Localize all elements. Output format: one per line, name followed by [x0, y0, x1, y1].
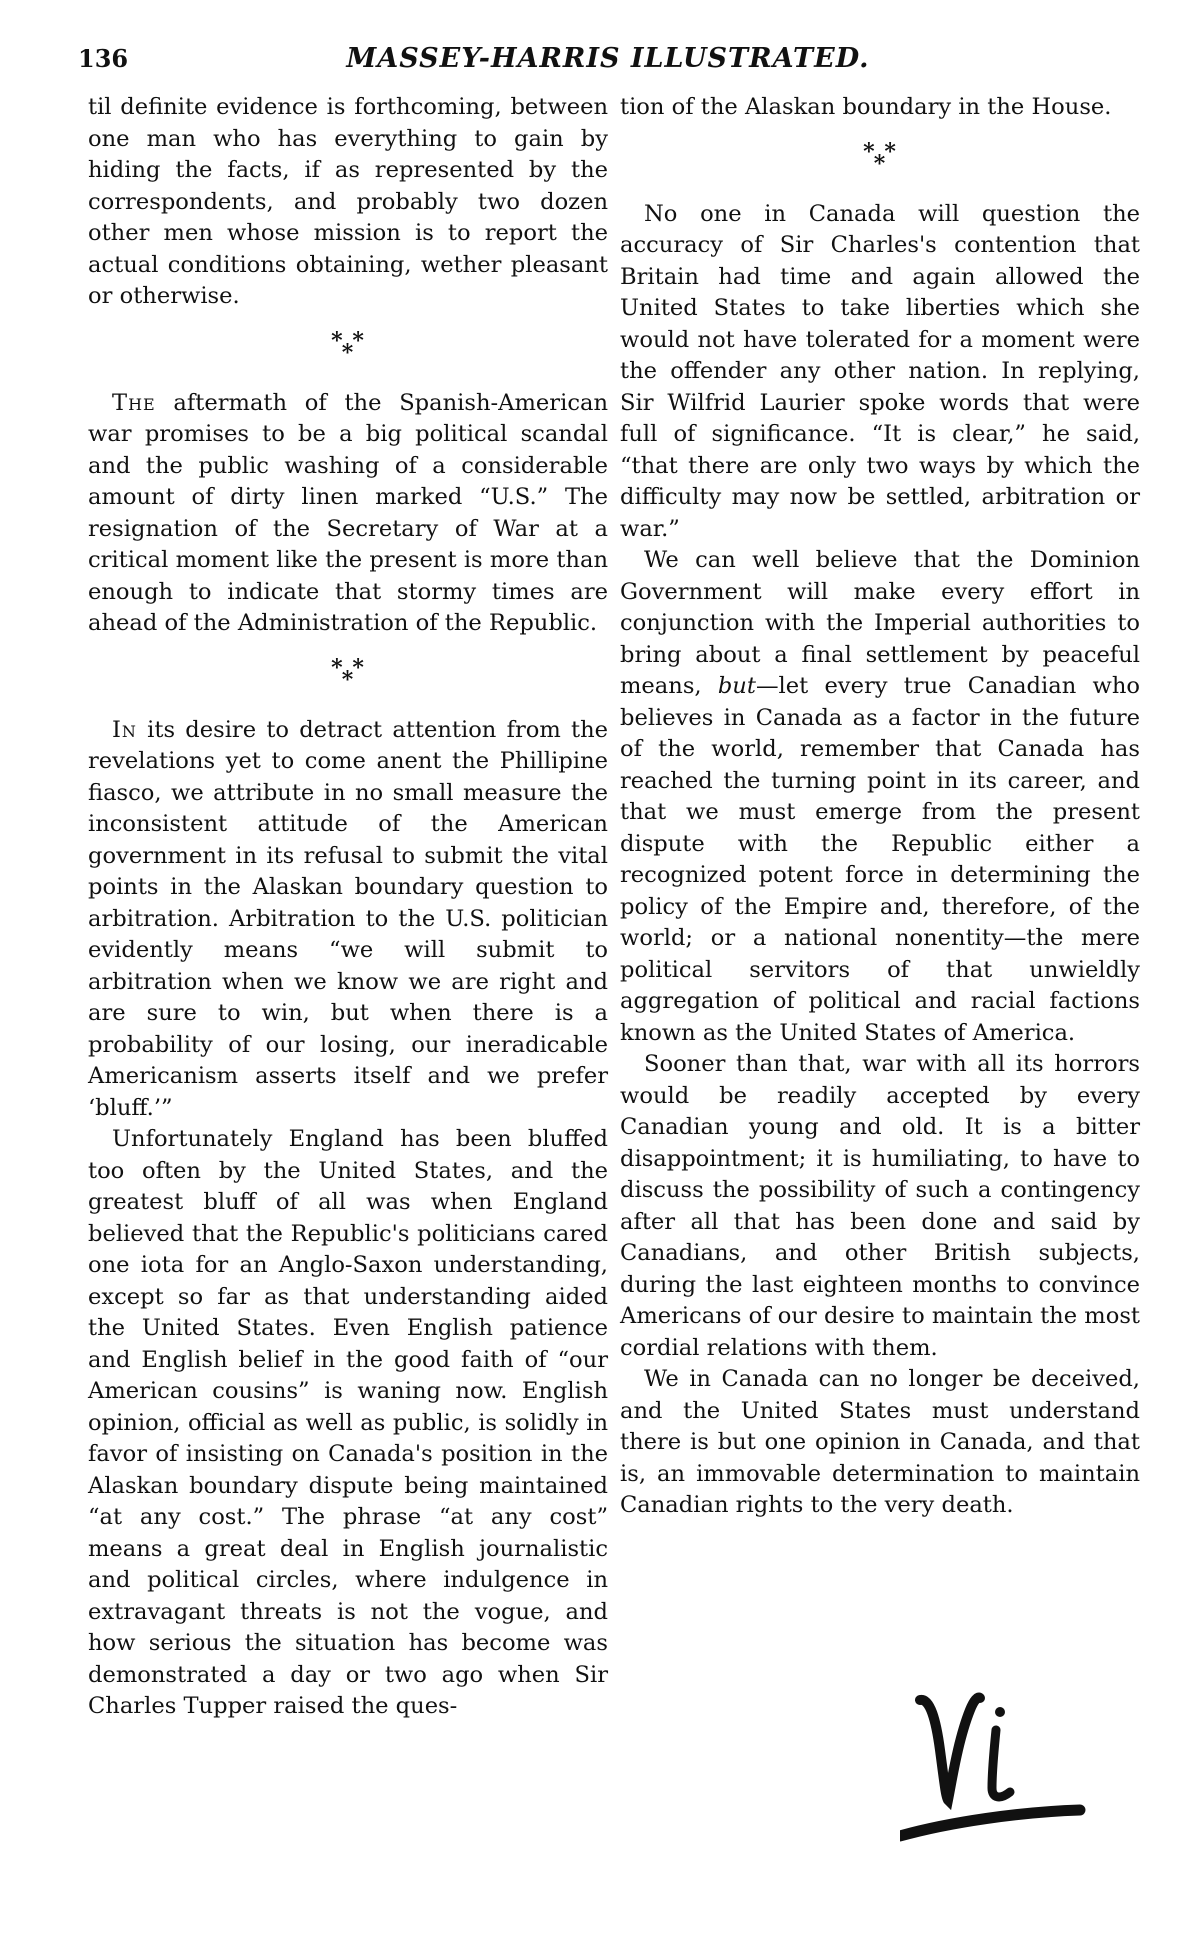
running-head: MASSEY-HARRIS ILLUSTRATED.	[346, 42, 870, 74]
asterism-text: * * *	[331, 654, 365, 693]
left-paragraph-4: Unfortunately England has been bluffed too often by the United States, and the greatest bluff of all was when England believed that the Republic's politicians cared one iota for an Anglo-Saxon understanding, except so far as that understanding aided the United States. Even English patience and English belief in the good faith of “our American cousins” is waning now. English opinion, official as well as public, is solidly in favor of insisting on Canada's position in the Alaskan boundary dispute being maintained “at any cost.” The phrase “at any cost” means a great deal in English journalistic and political circles, where indulgence in extravagant threats is not the vogue, and how serious the situation has become was demonstrated a day or two ago when Sir Charles Tupper raised the ques-	[88, 1126, 608, 1719]
asterism-text: * * *	[863, 138, 897, 177]
left-paragraph-3	[88, 715, 608, 1125]
right-paragraph-2: No one in Canada will question the accuracy of Sir Charles's contention that Britain had time and again allowed the United States to take liberties which she would not have tolerated for a moment were the offender any other nation. In replying, Sir Wilfrid Laurier spoke words that were full of significance. “It is clear,” he said, “that there are only two ways by which the difficulty may now be settled, arbitration or war.”	[620, 200, 1140, 542]
signature-i-stroke	[992, 1730, 1010, 1797]
left-paragraph-2	[88, 388, 608, 640]
asterism-text: * * *	[331, 327, 365, 366]
page-number: 136	[78, 43, 129, 73]
emphasis-but: but	[717, 673, 756, 699]
signature-v-stroke	[920, 1698, 980, 1801]
left-paragraph-1: til definite evidence is forthcoming, between one man who has everything to gain by hiding the facts, if as represented by the correspondents, and probably two dozen other men whose mission is to report the actual conditions obtaining, wether pleasant or otherwise.	[88, 94, 608, 309]
right-paragraph-4: Sooner than that, war with all its horrors would be readily accepted by every Canadian young and old. It is a bitter disappointment; it is humiliating, to have to discuss the possibility of such a contingency after all that has been done and said by Canadians, and other British subjects, during the last eighteen months to convince Americans of our desire to maintain the most cordial relations with them.	[620, 1051, 1140, 1361]
signature-i-dot	[995, 1707, 1005, 1717]
paragraph-lead-word: The	[112, 389, 156, 416]
asterism-separator	[620, 138, 1140, 177]
paragraph-body: its desire to detract attention from the revelations yet to come anent the Phillipine fiasco, we attribute in no small measure the inconsistent attitude of the American government in its refusal to submit the vital points in the Alaskan boundary question to arbitration. Arbitration to the U.S. politician evidently means “we will submit to arbitration when we know we are right and are sure to win, but when there is a probability of our losing, our ineradicable Americanism asserts itself and we prefer ‘bluff.’”	[88, 716, 608, 1121]
paragraph-lead-word: In	[112, 716, 137, 743]
handwritten-signature	[900, 1660, 1140, 1860]
left-column	[88, 92, 608, 1723]
paragraph-body: We can well believe that the Dominion Government will make every effort in conjunction with the Imperial authorities to bring about a final settlement by peaceful means,	[620, 547, 1140, 699]
right-paragraph-3	[620, 545, 1140, 1049]
asterism-separator	[88, 327, 608, 366]
right-column	[620, 92, 1140, 1522]
signature-underline	[900, 1810, 1080, 1836]
right-paragraph-1: tion of the Alaskan boundary in the House.	[620, 94, 1112, 120]
asterism-separator	[88, 654, 608, 693]
paragraph-body: —let every true Canadian who believes in Canada as a factor in the future of the world, remember that Canada has reached the turning point in its career, and that we must emerge from the present dispute with the Republic either a recognized potent force in determining the policy of the Empire and, therefore, of the world; or a national nonentity—the mere political servitors of that unwieldly aggregation of political and racial factions known as the United States of America.	[620, 673, 1140, 1046]
right-paragraph-5: We in Canada can no longer be deceived, and the United States must understand there is but one opinion in Canada, and that is, an immovable determination to maintain Canadian rights to the very death.	[620, 1366, 1140, 1518]
paragraph-body: aftermath of the Spanish-American war promises to be a big political scandal and the public washing of a considerable amount of dirty linen marked “U.S.” The resignation of the Secretary of War at a critical moment like the present is more than enough to indicate that stormy times are ahead of the Administration of the Republic.	[88, 389, 608, 636]
page-header	[78, 38, 1138, 78]
